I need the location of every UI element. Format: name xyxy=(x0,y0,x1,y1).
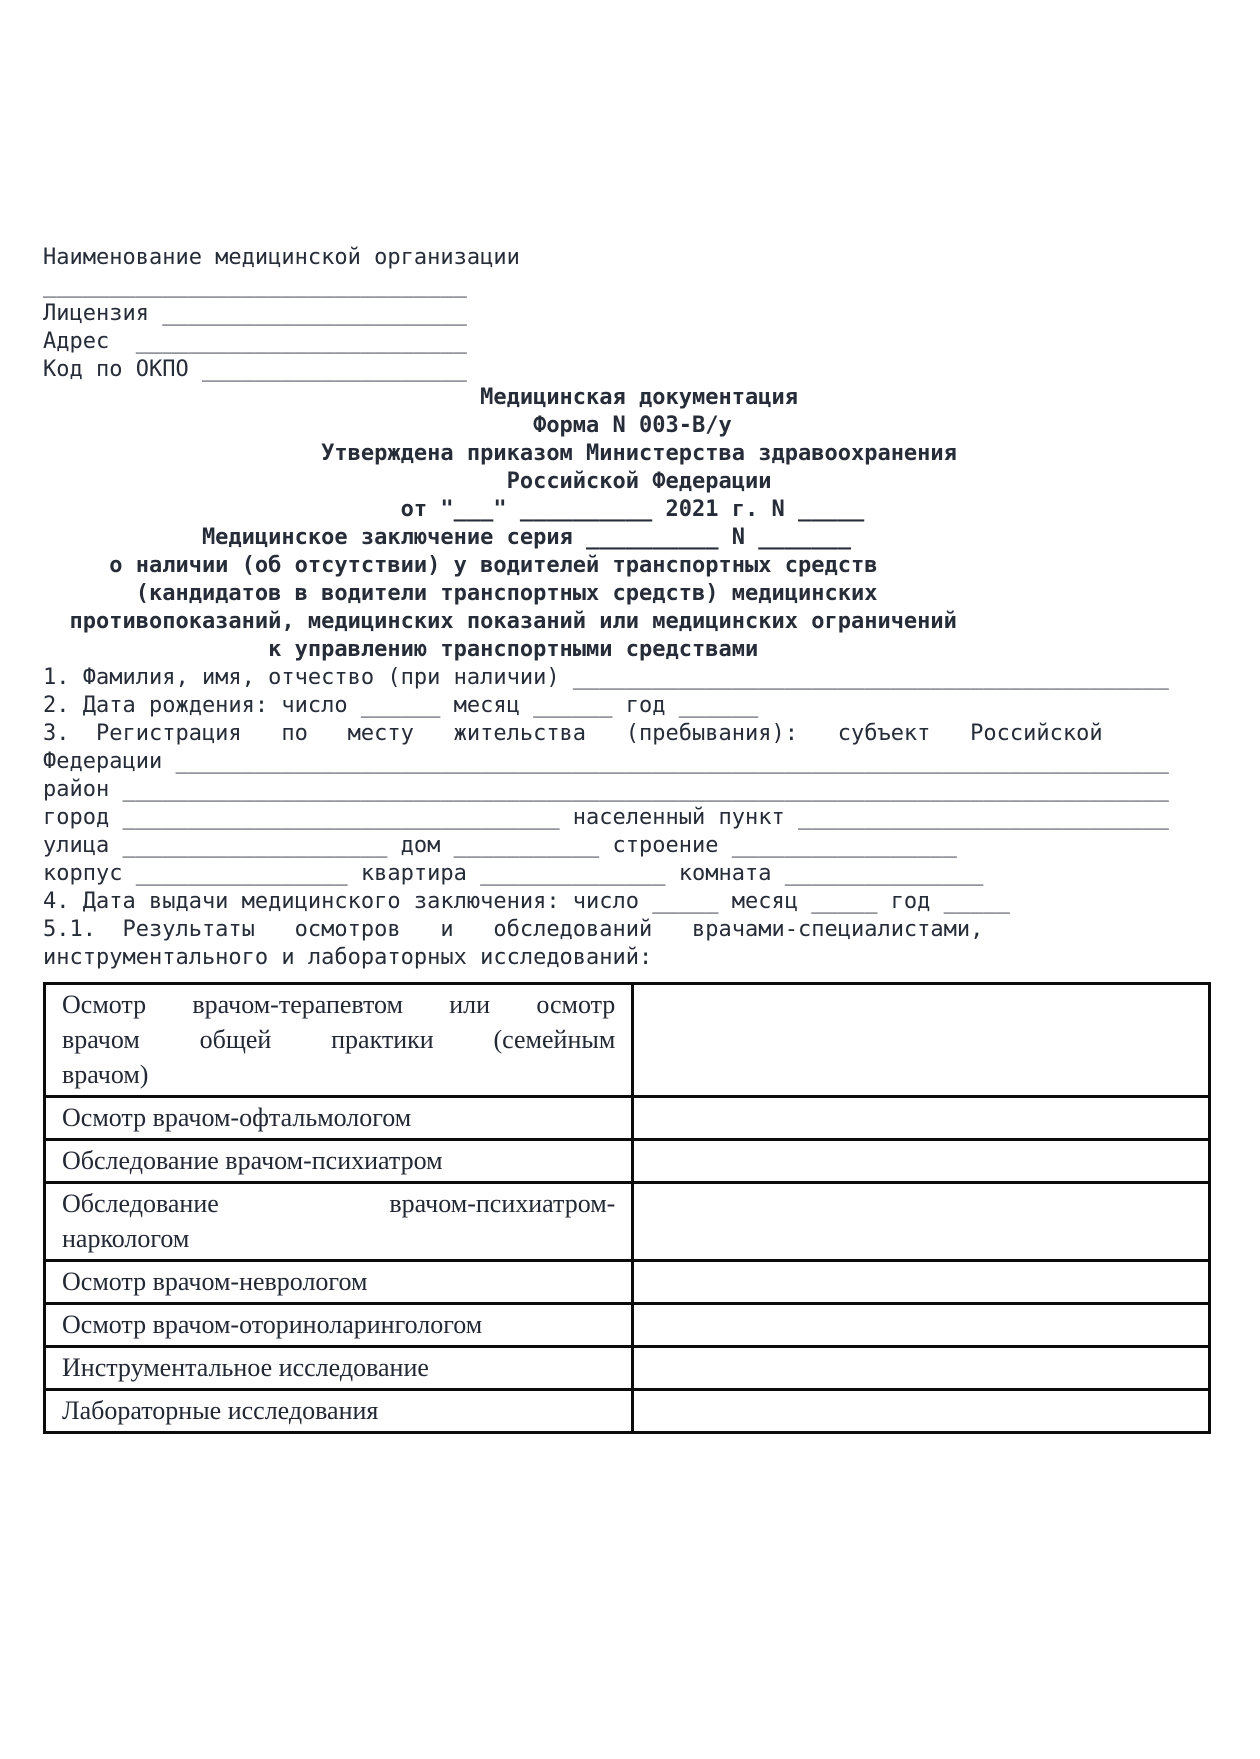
form-line: улица ____________________ дом ___________ строение _________________ xyxy=(43,833,957,858)
form-line: 5.1. Результаты осмотров и обследований врачами-специалистами, xyxy=(43,917,984,942)
exam-label-line: Осмотр врачом-офтальмологом xyxy=(62,1103,412,1132)
form-line: к управлению транспортными средствами xyxy=(43,637,759,662)
form-line: район _______________________________________________________________________________ xyxy=(43,777,1169,802)
exam-row xyxy=(45,1390,1210,1433)
exam-label-cell xyxy=(45,1097,633,1140)
form-line: Медицинская документация xyxy=(43,385,798,410)
exam-label-line: наркологом xyxy=(62,1224,190,1253)
form-line: 2. Дата рождения: число ______ месяц ______ год ______ xyxy=(43,693,759,718)
exam-row xyxy=(45,984,1210,1097)
form-line: Медицинское заключение серия __________ N _______ xyxy=(43,525,851,550)
form-line: (кандидатов в водители транспортных средств) медицинских xyxy=(43,581,878,606)
exam-result-cell xyxy=(633,1261,1210,1304)
exam-label-line: Осмотр врачом-терапевтом или осмотр xyxy=(62,990,616,1019)
exam-label-line: Инструментальное исследование xyxy=(62,1353,429,1382)
exam-label-line: врачом) xyxy=(62,1060,149,1089)
form-line: 4. Дата выдачи медицинского заключения: число _____ месяц _____ год _____ xyxy=(43,889,1010,914)
exam-label-line: Обследование врачом-психиатром xyxy=(62,1146,443,1175)
form-line: город _________________________________ населенный пункт ____________________________ xyxy=(43,805,1169,830)
exam-result-cell xyxy=(633,1390,1210,1433)
form-line: от "___" __________ 2021 г. N _____ xyxy=(43,497,865,522)
exam-row xyxy=(45,1304,1210,1347)
form-line: 3. Регистрация по месту жительства (пребывания): субъект Российской xyxy=(43,721,1103,746)
form-line: о наличии (об отсутствии) у водителей транспортных средств xyxy=(43,553,878,578)
form-line: Код по ОКПО ____________________ xyxy=(43,357,467,382)
exam-row xyxy=(45,1097,1210,1140)
exam-result-cell xyxy=(633,1097,1210,1140)
exam-label-line: Лабораторные исследования xyxy=(62,1396,379,1425)
exam-label-cell xyxy=(45,1390,633,1433)
form-line: Наименование медицинской организации xyxy=(43,245,520,270)
exam-label-cell xyxy=(45,1183,633,1261)
exam-result-cell xyxy=(633,1304,1210,1347)
form-line: Утверждена приказом Министерства здравоохранения xyxy=(43,441,957,466)
exam-row xyxy=(45,1261,1210,1304)
form-line: Федерации ___________________________________________________________________________ xyxy=(43,749,1169,774)
form-line: Российской Федерации xyxy=(43,469,772,494)
exam-label-cell xyxy=(45,1304,633,1347)
exam-result-cell xyxy=(633,1183,1210,1261)
exam-label-line: Осмотр врачом-неврологом xyxy=(62,1267,368,1296)
exam-result-cell xyxy=(633,984,1210,1097)
exam-row xyxy=(45,1347,1210,1390)
exam-result-cell xyxy=(633,1140,1210,1183)
exam-label-line: Осмотр врачом-оториноларингологом xyxy=(62,1310,483,1339)
exam-result-cell xyxy=(633,1347,1210,1390)
form-body-lines xyxy=(43,664,1260,972)
form-title-lines xyxy=(43,384,1260,664)
exam-label-cell xyxy=(45,1347,633,1390)
form-line: ________________________________ xyxy=(43,273,467,298)
exam-label-cell xyxy=(45,984,633,1097)
form-line: Лицензия _______________________ xyxy=(43,301,467,326)
exam-row xyxy=(45,1183,1210,1261)
form-line: Адрес _________________________ xyxy=(43,329,467,354)
form-line: 1. Фамилия, имя, отчество (при наличии) _____________________________________________ xyxy=(43,665,1169,690)
exam-label-cell xyxy=(45,1140,633,1183)
form-line: противопоказаний, медицинских показаний или медицинских ограничений xyxy=(43,609,957,634)
form-text-block xyxy=(43,244,1260,972)
form-line: корпус ________________ квартира ______________ комната _______________ xyxy=(43,861,984,886)
exam-label-line: врачом общей практики (семейным xyxy=(62,1025,616,1054)
exam-row xyxy=(45,1140,1210,1183)
exam-label-line: Обследование врачом-психиатром- xyxy=(62,1189,616,1218)
examinations-table xyxy=(43,982,1211,1434)
form-line: Форма N 003-В/у xyxy=(43,413,732,438)
org-header-lines xyxy=(43,244,1260,384)
exam-label-cell xyxy=(45,1261,633,1304)
form-line: инструментального и лабораторных исследований: xyxy=(43,945,653,970)
